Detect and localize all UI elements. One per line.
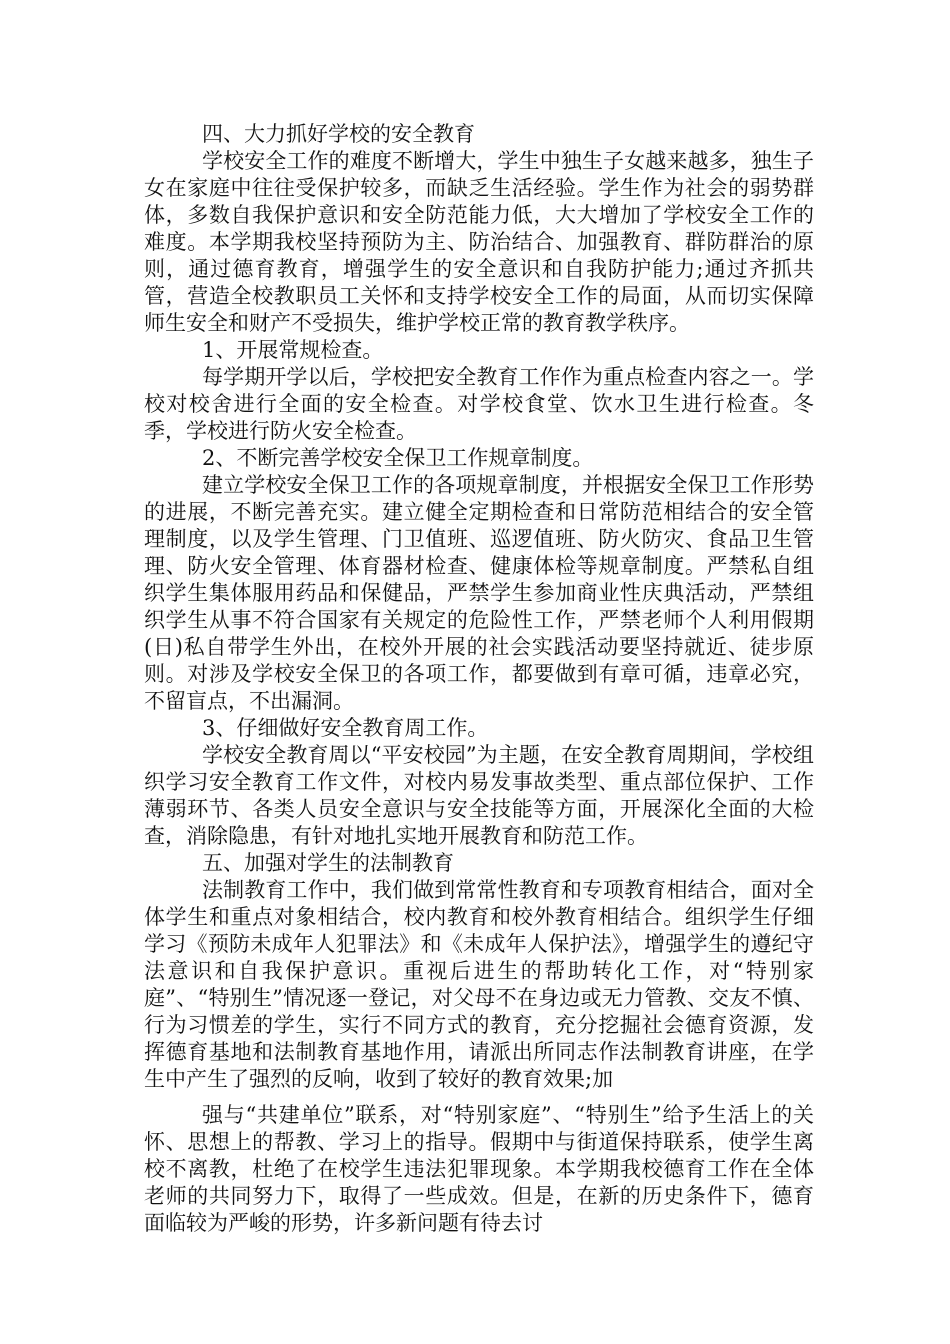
section-heading-5: 五、加强对学生的法制教育: [202, 851, 454, 875]
paragraph-rules: 建立学校安全保卫工作的各项规章制度，并根据安全保卫工作形势的进展，不断完善充实。建立健全定期检查和日常防范相结合的安全管理制度，以及学生管理、门卫值班、巡逻值班、防火防灾、食品卫生管理、防火安全管理、体育器材检查、健康体检等规章制度。严禁私自组织学生集体服用药品和保健品，严禁学生参加商业性庆典活动，严禁组织学生从事不符合国家有关规定的危险性工作，严禁老师个人利用假期(日)私自带学生外出，在校外开展的社会实践活动要坚持就近、徒步原则。对涉及学校安全保卫的各项工作，都要做到有章可循，违章必究，不留盲点，不出漏洞。: [144, 473, 814, 713]
paragraph-safety-week: 学校安全教育周以“平安校园”为主题，在安全教育周期间，学校组织学习安全教育工作文件，对校内易发事故类型、重点部位保护、工作薄弱环节、各类人员安全意识与安全技能等方面，开展深化全面的大检查，消除隐患，有针对地扎实地开展教育和防范工作。: [144, 743, 814, 848]
paragraph-safety-intro: 学校安全工作的难度不断增大，学生中独生子女越来越多，独生子女在家庭中往往受保护较多，而缺乏生活经验。学生作为社会的弱势群体，多数自我保护意识和安全防范能力低，大大增加了学校安全工作的难度。本学期我校坚持预防为主、防治结合、加强教育、群防群治的原则，通过德育教育，增强学生的安全意识和自我防护能力;通过齐抓共管，营造全校教职员工关怀和支持学校安全工作的局面，从而切实保障师生安全和财产不受损失，维护学校正常的教育教学秩序。: [144, 149, 814, 335]
paragraph-routine-check: 每学期开学以后，学校把安全教育工作作为重点检查内容之一。学校对校舍进行全面的安全检查。对学校食堂、饮水卫生进行检查。冬季，学校进行防火安全检查。: [144, 365, 814, 443]
section-heading-4: 四、大力抓好学校的安全教育: [202, 122, 475, 146]
subheading-2: 2、不断完善学校安全保卫工作规章制度。: [202, 446, 594, 470]
subheading-3: 3、仔细做好安全教育周工作。: [202, 716, 489, 740]
subheading-1: 1、开展常规检查。: [202, 338, 384, 362]
paragraph-cooperation: 强与“共建单位”联系，对“特别家庭”、“特别生”给予生活上的关怀、思想上的帮教、学习上的指导。假期中与街道保持联系，使学生离校不离教，杜绝了在校学生违法犯罪现象。本学期我校德育工作在全体老师的共同努力下，取得了一些成效。但是，在新的历史条件下，德育面临较为严峻的形势，许多新问题有待去讨: [144, 1103, 814, 1235]
document-page: [144, 121, 814, 1237]
paragraph-legal-education: 法制教育工作中，我们做到常常性教育和专项教育相结合，面对全体学生和重点对象相结合，校内教育和校外教育相结合。组织学生仔细学习《预防未成年人犯罪法》和《未成年人保护法》，增强学生的遵纪守法意识和自我保护意识。重视后进生的帮助转化工作，对“特别家庭”、“特别生”情况逐一登记，对父母不在身边或无力管教、交友不慎、行为习惯差的学生，实行不同方式的教育，充分挖掘社会德育资源，发挥德育基地和法制教育基地作用，请派出所同志作法制教育讲座，在学生中产生了强烈的反响，收到了较好的教育效果;加: [144, 878, 814, 1091]
